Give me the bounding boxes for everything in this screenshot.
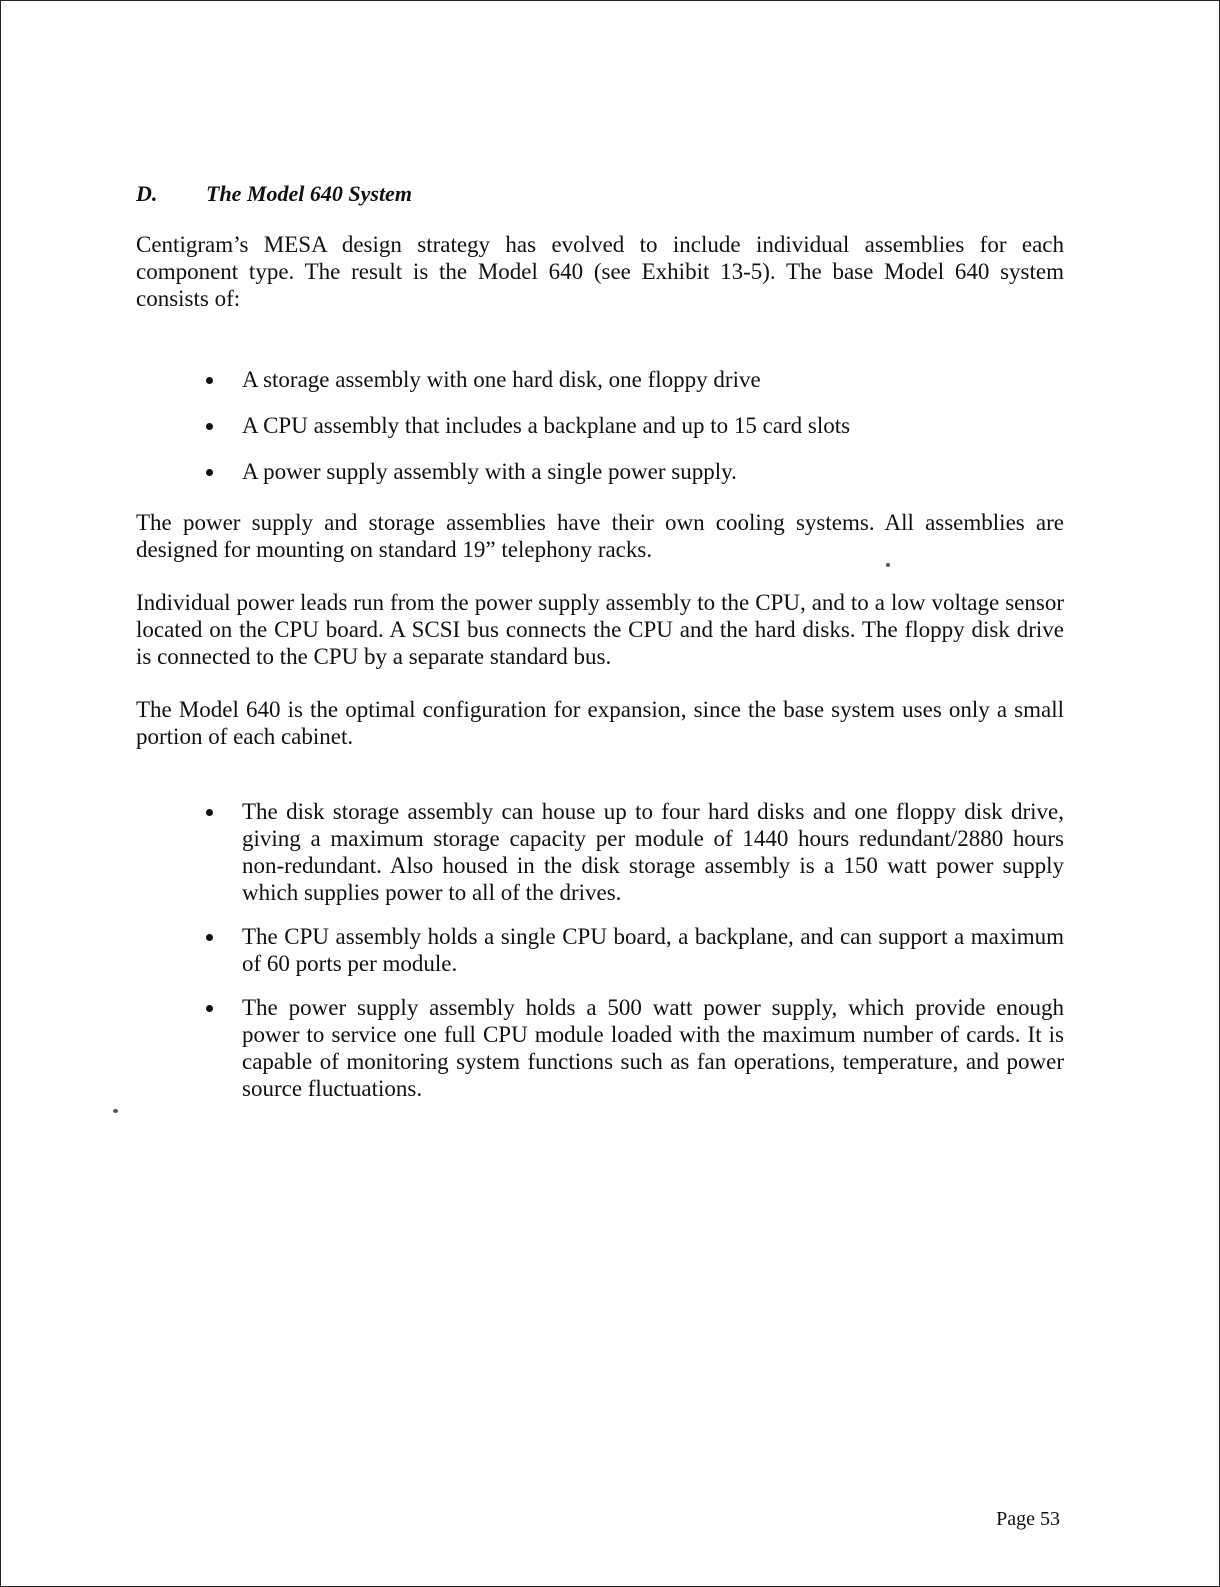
intro-paragraph: Centigram’s MESA design strategy has evolved to include individual assemblies for each component type. The result is the Model 640 (see Exhibit 13-5). The base Model 640 system consists of: xyxy=(136,232,1064,311)
list-item xyxy=(242,366,1064,393)
list-item xyxy=(242,923,1064,977)
section-heading xyxy=(136,180,1064,207)
list-item-text: The power supply assembly holds a 500 watt power supply, which provide enough power to service one full CPU module loaded with the maximum number of cards. It is capable of monitoring system functions such as fan operations, temperature, and power source fluctuations. xyxy=(242,995,1064,1101)
list-item-text: The CPU assembly holds a single CPU board, a backplane, and can support a maximum of 60 ports per module. xyxy=(242,924,1064,976)
scan-speck xyxy=(113,1109,118,1113)
bullet-icon xyxy=(206,934,213,941)
page-number: Page 53 xyxy=(996,1508,1060,1530)
power-leads-paragraph: Individual power leads run from the power supply assembly to the CPU, and to a low voltage sensor located on the CPU board. A SCSI bus connects the CPU and the hard disks. The floppy disk drive is connected to the CPU by a separate standard bus. xyxy=(136,590,1064,669)
list-item xyxy=(242,458,1064,485)
list-item-text: A CPU assembly that includes a backplane and up to 15 card slots xyxy=(242,413,851,438)
expansion-paragraph: The Model 640 is the optimal configuration for expansion, since the base system uses only a small portion of each cabinet. xyxy=(136,697,1064,749)
bullet-icon xyxy=(206,809,213,816)
cooling-paragraph: The power supply and storage assemblies have their own cooling systems. All assemblies are designed for mounting on standard 19” telephony racks. xyxy=(136,510,1064,562)
list-item-text: The disk storage assembly can house up to four hard disks and one floppy disk drive, giving a maximum storage capacity per module of 1440 hours redundant/2880 hours non-redundant. Also housed in the disk storage assembly is a 150 watt power supply which supplies power to all of the drives. xyxy=(242,799,1064,905)
bullet-icon xyxy=(206,423,213,430)
document-body xyxy=(136,180,1064,1126)
section-letter: D. xyxy=(136,181,158,206)
bullet-icon xyxy=(206,1005,213,1012)
section-title: The Model 640 System xyxy=(206,181,412,206)
list-item-text: A storage assembly with one hard disk, one floppy drive xyxy=(242,367,761,392)
bullet-icon xyxy=(206,469,213,476)
bullet-icon xyxy=(206,377,213,384)
list-item xyxy=(242,798,1064,906)
base-system-list xyxy=(136,366,1064,485)
list-item-text: A power supply assembly with a single power supply. xyxy=(242,459,737,484)
list-item xyxy=(242,412,1064,439)
list-item xyxy=(242,994,1064,1102)
expansion-list xyxy=(136,798,1064,1102)
